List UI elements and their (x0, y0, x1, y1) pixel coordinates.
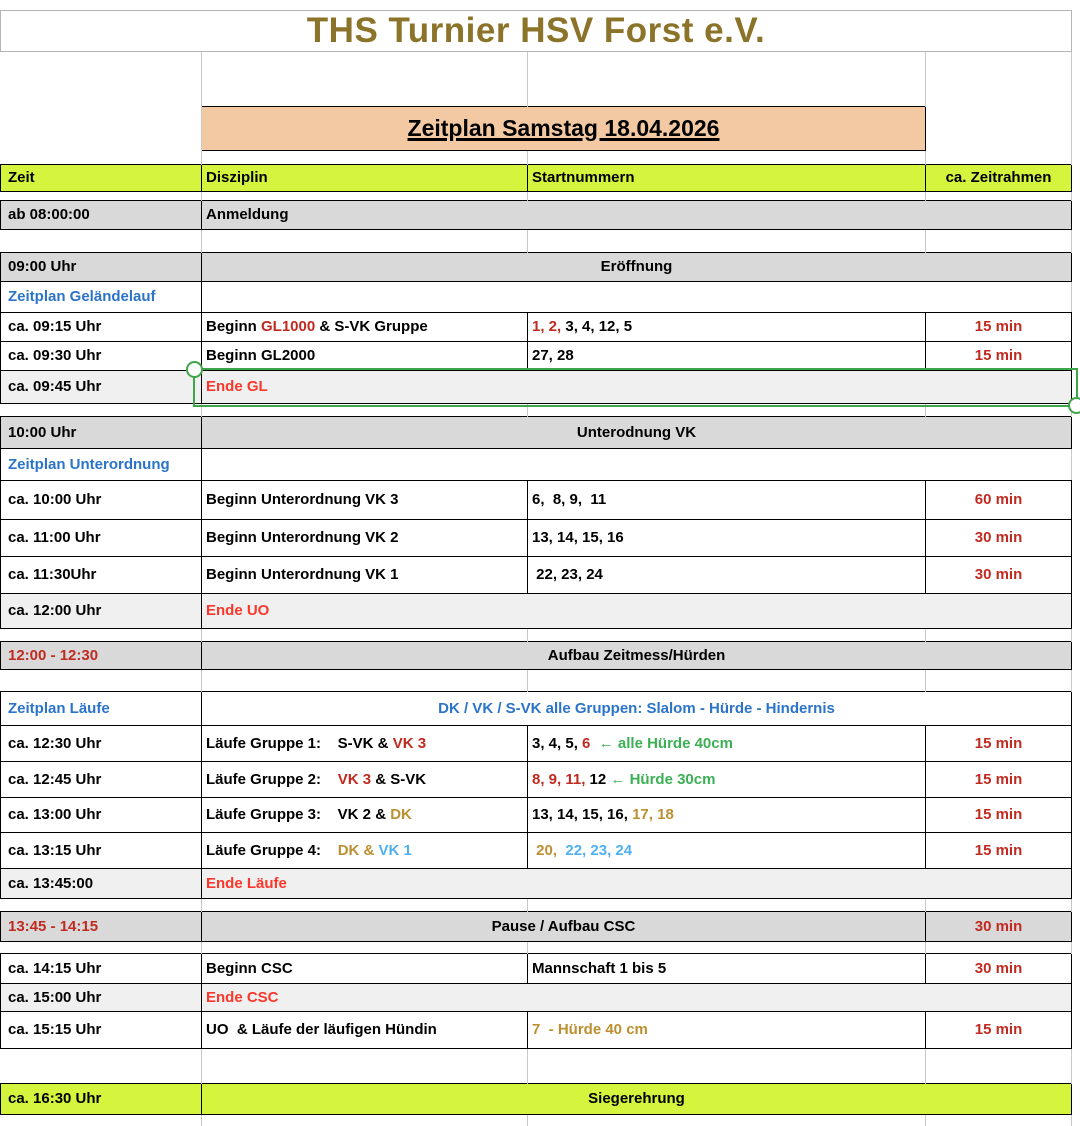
empty-cell[interactable] (1, 150, 202, 164)
grid-sliver (1072, 953, 1080, 983)
cell-zeit-gl2000[interactable]: ca. 09:30 Uhr (1, 341, 202, 370)
cell-disziplin-gl1000[interactable]: Beginn GL1000 & S-VK Gruppe (202, 312, 528, 341)
selection-box[interactable] (193, 368, 1078, 407)
empty-cell[interactable] (202, 281, 1072, 312)
empty-cell[interactable] (1, 669, 202, 691)
cell-zeit-ende-laeufe[interactable]: ca. 13:45:00 (1, 868, 202, 898)
cell-disziplin-gl2000[interactable]: Beginn GL2000 (202, 341, 528, 370)
column-header-startnummern[interactable]: Startnummern (528, 164, 926, 191)
row-ende-laeufe (1, 868, 1080, 898)
cell-disziplin-g3[interactable]: Läufe Gruppe 3: VK 2 & DK (202, 797, 528, 832)
banner-zeitplan-laeufe[interactable]: DK / VK / S-VK alle Gruppen: Slalom - Hürde - Hindernis (202, 691, 1072, 725)
grid-sliver (1072, 191, 1080, 200)
row-gl1000 (1, 312, 1080, 341)
row-uo-vk2 (1, 519, 1080, 556)
cell-label-ende-uo[interactable]: Ende UO (202, 593, 1072, 628)
cell-disziplin-uo-vk2[interactable]: Beginn Unterordnung VK 2 (202, 519, 528, 556)
empty-cell[interactable] (1, 898, 202, 911)
cell-zeitrahmen-huendin[interactable]: 15 min (926, 1011, 1072, 1048)
grid-sliver (1072, 911, 1080, 941)
cell-zeit-g3[interactable]: ca. 13:00 Uhr (1, 797, 202, 832)
row-laeufe-gruppe-1 (1, 725, 1080, 761)
empty-cell[interactable] (202, 669, 528, 691)
cell-label-ende-gl[interactable]: Ende GL (202, 370, 1072, 403)
cell-zeitrahmen-gl1000[interactable]: 15 min (926, 312, 1072, 341)
grid-sliver (1072, 150, 1080, 164)
empty-cell[interactable] (528, 191, 926, 200)
grid-sliver (1072, 341, 1080, 370)
grid-sliver (1072, 416, 1080, 448)
empty-cell[interactable] (528, 669, 926, 691)
cell-startnummern-g3[interactable]: 13, 14, 15, 16, 17, 18 (528, 797, 926, 832)
empty-row (1, 898, 1080, 911)
cell-zeitrahmen-uo-vk3[interactable]: 60 min (926, 480, 1072, 519)
banner-siegerehrung[interactable]: Siegerehrung (202, 1083, 1072, 1114)
row-laeufe-gruppe-3 (1, 797, 1080, 832)
row-eroeffnung (1, 252, 1080, 281)
row-zeitplan-unterordnung (1, 448, 1080, 480)
cell-disziplin-csc[interactable]: Beginn CSC (202, 953, 528, 983)
grid-sliver (1072, 761, 1080, 797)
empty-cell[interactable] (1, 229, 202, 252)
grid-sliver (1072, 200, 1080, 229)
grid-sliver (1072, 832, 1080, 868)
page-title: THS Turnier HSV Forst e.V. (1, 10, 1072, 51)
row-laeufe-gruppe-2 (1, 761, 1080, 797)
cell-startnummern-uo-vk2[interactable]: 13, 14, 15, 16 (528, 519, 926, 556)
cell-zeit-g4[interactable]: ca. 13:15 Uhr (1, 832, 202, 868)
cell-label-anmeldung[interactable]: Anmeldung (202, 200, 1072, 229)
banner-unterordnung-vk[interactable]: Unterodnung VK (202, 416, 1072, 448)
cell-disziplin-g1[interactable]: Läufe Gruppe 1: S-VK & VK 3 (202, 725, 528, 761)
cell-zeitrahmen-uo-vk2[interactable]: 30 min (926, 519, 1072, 556)
cell-zeit-eroeffnung[interactable]: 09:00 Uhr (1, 252, 202, 281)
cell-zeitrahmen-g3[interactable]: 15 min (926, 797, 1072, 832)
empty-row (1, 1048, 1080, 1083)
empty-cell[interactable] (926, 898, 1072, 911)
cell-zeit-csc[interactable]: ca. 14:15 Uhr (1, 953, 202, 983)
grid-sliver (1072, 628, 1080, 641)
grid-sliver (1072, 691, 1080, 725)
row-zeitplan-gelaendelauf (1, 281, 1080, 312)
cell-label-ende-csc[interactable]: Ende CSC (202, 983, 1072, 1011)
grid-sliver (1072, 669, 1080, 691)
empty-cell[interactable] (202, 191, 528, 200)
selection-handle-top-left[interactable] (186, 361, 203, 378)
empty-cell[interactable] (1, 403, 202, 416)
empty-cell[interactable] (528, 1048, 926, 1083)
cell-zeit-pause[interactable]: 13:45 - 14:15 (1, 911, 202, 941)
selection-handle-bottom-right[interactable] (1068, 397, 1080, 414)
grid-sliver (1072, 593, 1080, 628)
cell-startnummern-huendin[interactable]: 7 - Hürde 40 cm (528, 1011, 926, 1048)
cell-zeit-uo-vk1[interactable]: ca. 11:30Uhr (1, 556, 202, 593)
grid-sliver (1072, 252, 1080, 281)
empty-cell[interactable] (528, 229, 926, 252)
empty-row (1, 669, 1080, 691)
row-uo-vk3 (1, 480, 1080, 519)
empty-cell[interactable] (926, 106, 1072, 150)
column-header-disziplin[interactable]: Disziplin (202, 164, 528, 191)
row-anmeldung (1, 200, 1080, 229)
cell-label-ende-laeufe[interactable]: Ende Läufe (202, 868, 1072, 898)
row-uo-vk1 (1, 556, 1080, 593)
cell-zeitrahmen-g1[interactable]: 15 min (926, 725, 1072, 761)
cell-zeit-uo-vk2[interactable]: ca. 11:00 Uhr (1, 519, 202, 556)
grid-sliver (1072, 106, 1080, 150)
empty-cell[interactable] (926, 191, 1072, 200)
empty-cell[interactable] (202, 150, 528, 164)
empty-cell[interactable] (202, 229, 528, 252)
cell-zeit-g1[interactable]: ca. 12:30 Uhr (1, 725, 202, 761)
cell-zeit-anmeldung[interactable]: ab 08:00:00 (1, 200, 202, 229)
cell-zeitrahmen-gl2000[interactable]: 15 min (926, 341, 1072, 370)
empty-cell[interactable] (1, 628, 202, 641)
row-csc (1, 953, 1080, 983)
row-zeitplan-laeufe (1, 691, 1080, 725)
empty-row (1, 628, 1080, 641)
empty-cell[interactable] (926, 941, 1072, 953)
grid-sliver (1072, 868, 1080, 898)
date-banner[interactable]: Zeitplan Samstag 18.04.2026 (202, 106, 926, 150)
cell-zeitrahmen-csc[interactable]: 30 min (926, 953, 1072, 983)
empty-row (1, 191, 1080, 200)
row-gl2000 (1, 341, 1080, 370)
label-zeitplan-laeufe[interactable]: Zeitplan Läufe (1, 691, 202, 725)
row-unterordnung-vk (1, 416, 1080, 448)
empty-row (1, 941, 1080, 953)
cell-zeit-uo-vk3[interactable]: ca. 10:00 Uhr (1, 480, 202, 519)
cell-zeitrahmen-pause[interactable]: 30 min (926, 911, 1072, 941)
empty-cell[interactable] (926, 150, 1072, 164)
row-ende-csc (1, 983, 1080, 1011)
empty-cell[interactable] (528, 1114, 926, 1126)
banner-eroeffnung[interactable]: Eröffnung (202, 252, 1072, 281)
grid-sliver (1072, 1011, 1080, 1048)
empty-cell[interactable] (202, 628, 528, 641)
empty-cell[interactable] (926, 51, 1072, 106)
empty-cell[interactable] (1, 1048, 202, 1083)
empty-cell[interactable] (1, 191, 202, 200)
cell-zeit-siegerehrung[interactable]: ca. 16:30 Uhr (1, 1083, 202, 1114)
row-laeufige-huendin (1, 1011, 1080, 1048)
empty-cell[interactable] (926, 1048, 1072, 1083)
grid-sliver (1072, 519, 1080, 556)
banner-aufbau[interactable]: Aufbau Zeitmess/Hürden (202, 641, 1072, 669)
cell-startnummern-uo-vk1[interactable]: 22, 23, 24 (528, 556, 926, 593)
empty-cell[interactable] (926, 1114, 1072, 1126)
empty-row (1, 150, 1080, 164)
cell-startnummern-g1[interactable]: 3, 4, 5, 6 ← alle Hürde 40cm (528, 725, 926, 761)
empty-cell[interactable] (528, 941, 926, 953)
empty-cell[interactable] (528, 628, 926, 641)
row-pause (1, 911, 1080, 941)
grid-sliver (1072, 480, 1080, 519)
empty-cell[interactable] (1, 941, 202, 953)
grid-sliver (1072, 312, 1080, 341)
cell-zeit-g2[interactable]: ca. 12:45 Uhr (1, 761, 202, 797)
row-ende-uo (1, 593, 1080, 628)
empty-cell[interactable] (1, 106, 202, 150)
date-banner-row (1, 106, 1080, 150)
grid-sliver (1072, 1083, 1080, 1114)
grid-sliver (1072, 1048, 1080, 1083)
grid-sliver (1072, 941, 1080, 953)
column-header-zeit[interactable]: Zeit (1, 164, 202, 191)
empty-cell[interactable] (202, 941, 528, 953)
grid-sliver (1072, 797, 1080, 832)
grid-sliver (1072, 281, 1080, 312)
grid-sliver (1072, 556, 1080, 593)
grid-sliver (1072, 229, 1080, 252)
empty-cell[interactable] (528, 150, 926, 164)
label-zeitplan-gelaendelauf[interactable]: Zeitplan Geländelauf (1, 281, 202, 312)
label-zeitplan-unterordnung[interactable]: Zeitplan Unterordnung (1, 448, 202, 480)
title-row (1, 10, 1080, 51)
empty-cell[interactable] (528, 51, 926, 106)
cell-startnummern-uo-vk3[interactable]: 6, 8, 9, 11 (528, 480, 926, 519)
cell-zeit-unterordnung-vk[interactable]: 10:00 Uhr (1, 416, 202, 448)
empty-row (1, 51, 1080, 106)
row-laeufe-gruppe-4 (1, 832, 1080, 868)
cell-disziplin-huendin[interactable]: UO & Läufe der läufigen Hündin (202, 1011, 528, 1048)
cell-startnummern-gl1000[interactable]: 1, 2, 3, 4, 12, 5 (528, 312, 926, 341)
empty-cell[interactable] (1, 51, 202, 106)
banner-pause[interactable]: Pause / Aufbau CSC (202, 911, 926, 941)
empty-cell[interactable] (202, 51, 528, 106)
cell-zeit-huendin[interactable]: ca. 15:15 Uhr (1, 1011, 202, 1048)
empty-row (1, 229, 1080, 252)
cell-zeit-gl1000[interactable]: ca. 09:15 Uhr (1, 312, 202, 341)
empty-cell[interactable] (202, 1114, 528, 1126)
empty-cell[interactable] (1, 1114, 202, 1126)
empty-cell[interactable] (202, 898, 528, 911)
empty-row (1, 1114, 1080, 1126)
grid-sliver (1072, 448, 1080, 480)
cell-startnummern-gl2000[interactable]: 27, 28 (528, 341, 926, 370)
grid-sliver (1072, 725, 1080, 761)
cell-startnummern-csc[interactable]: Mannschaft 1 bis 5 (528, 953, 926, 983)
cell-zeitrahmen-uo-vk1[interactable]: 30 min (926, 556, 1072, 593)
cell-disziplin-uo-vk3[interactable]: Beginn Unterordnung VK 3 (202, 480, 528, 519)
empty-cell[interactable] (202, 448, 1072, 480)
empty-cell[interactable] (926, 669, 1072, 691)
cell-zeit-ende-gl[interactable]: ca. 09:45 Uhr (1, 370, 202, 403)
empty-cell[interactable] (528, 898, 926, 911)
empty-cell[interactable] (926, 628, 1072, 641)
top-margin (1, 0, 1080, 10)
column-header-row (1, 164, 1080, 191)
cell-disziplin-g4[interactable]: Läufe Gruppe 4: DK & VK 1 (202, 832, 528, 868)
empty-cell[interactable] (926, 229, 1072, 252)
cell-zeitrahmen-g2[interactable]: 15 min (926, 761, 1072, 797)
row-aufbau-zeitmess (1, 641, 1080, 669)
cell-zeit-aufbau[interactable]: 12:00 - 12:30 (1, 641, 202, 669)
grid-sliver (1072, 898, 1080, 911)
cell-disziplin-uo-vk1[interactable]: Beginn Unterordnung VK 1 (202, 556, 528, 593)
grid-sliver (1072, 983, 1080, 1011)
row-siegerehrung (1, 1083, 1080, 1114)
grid-sliver (1072, 164, 1080, 191)
grid-sliver (1072, 10, 1080, 51)
grid-sliver (1072, 51, 1080, 106)
empty-cell[interactable] (202, 1048, 528, 1083)
cell-zeit-ende-csc[interactable]: ca. 15:00 Uhr (1, 983, 202, 1011)
column-header-zeitrahmen[interactable]: ca. Zeitrahmen (926, 164, 1072, 191)
cell-zeit-ende-uo[interactable]: ca. 12:00 Uhr (1, 593, 202, 628)
cell-startnummern-g2[interactable]: 8, 9, 11, 12 ← Hürde 30cm (528, 761, 926, 797)
cell-zeitrahmen-g4[interactable]: 15 min (926, 832, 1072, 868)
cell-startnummern-g4[interactable]: 20, 22, 23, 24 (528, 832, 926, 868)
cell-disziplin-g2[interactable]: Läufe Gruppe 2: VK 3 & S-VK (202, 761, 528, 797)
grid-sliver (1072, 641, 1080, 669)
grid-sliver (1072, 1114, 1080, 1126)
